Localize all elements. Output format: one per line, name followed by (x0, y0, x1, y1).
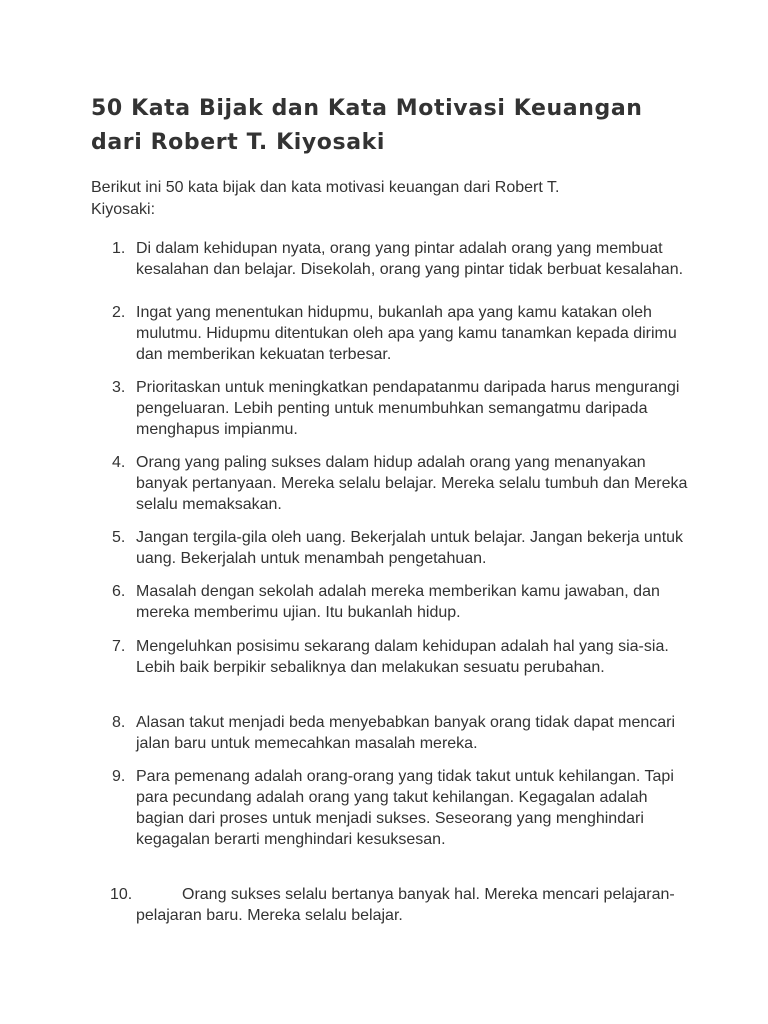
list-item-text: Alasan takut menjadi beda menyebabkan banyak orang tidak dapat mencari jalan baru untuk memecahkan masalah mereka. (136, 714, 676, 752)
list-item-number: 4. (112, 454, 126, 471)
list-item (112, 712, 692, 754)
list-item (112, 238, 692, 280)
intro-paragraph: Berikut ini 50 kata bijak dan kata motivasi keuangan dari Robert T. Kiyosaki: (91, 179, 560, 218)
list-item-number: 10. (110, 886, 133, 903)
document-title: 50 Kata Bijak dan Kata Motivasi Keuangan dari Robert T. Kiyosaki (91, 96, 643, 155)
list-item-text: Para pemenang adalah orang-orang yang tidak takut untuk kehilangan. Tapi para pecundang adalah orang yang takut kehilangan. Kegagalan adalah bagian dari proses untuk menjadi sukses. Seseorang yang menghindari kegagalan berarti menghindari kesuksesan. (136, 768, 674, 848)
list-item-number: 7. (112, 638, 126, 655)
list-item (112, 302, 692, 365)
list-item-text: Orang yang paling sukses dalam hidup adalah orang yang menanyakan banyak pertanyaan. Mereka selalu belajar. Mereka selalu tumbuh dan Mereka selalu memaksakan. (136, 454, 688, 513)
list-item (112, 581, 692, 623)
list-item-text: Mengeluhkan posisimu sekarang dalam kehidupan adalah hal yang sia-sia. Lebih baik berpikir sebaliknya dan melakukan sesuatu perubahan. (136, 638, 669, 676)
list-item-text: Masalah dengan sekolah adalah mereka memberikan kamu jawaban, dan mereka memberimu ujian. Itu bukanlah hidup. (136, 583, 660, 621)
list-item (112, 527, 692, 569)
list-item-number: 2. (112, 304, 126, 321)
list-item (112, 452, 692, 515)
list-item-number: 5. (112, 529, 126, 546)
list-item (112, 377, 692, 440)
list-item (112, 884, 692, 926)
list-item (112, 766, 692, 850)
list-item-number: 3. (112, 379, 126, 396)
list-item-number: 1. (112, 240, 126, 257)
list-item-text: Prioritaskan untuk meningkatkan pendapatanmu daripada harus mengurangi pengeluaran. Lebih penting untuk menumbuhkan semangatmu daripada menghapus impianmu. (136, 379, 680, 438)
list-item-text: Orang sukses selalu bertanya banyak hal. Mereka mencari pelajaran-pelajaran baru. Mereka selalu belajar. (136, 886, 675, 924)
list-item-number: 9. (112, 768, 126, 785)
list-item (112, 636, 692, 678)
list-item-text: Di dalam kehidupan nyata, orang yang pintar adalah orang yang membuat kesalahan dan belajar. Disekolah, orang yang pintar tidak berbuat kesalahan. (136, 240, 684, 278)
list-item-number: 8. (112, 714, 126, 731)
list-item-text: Ingat yang menentukan hidupmu, bukanlah apa yang kamu katakan oleh mulutmu. Hidupmu ditentukan oleh apa yang kamu tanamkan kepada dirimu dan memberikan kekuatan terbesar. (136, 304, 677, 363)
list-item-number: 6. (112, 583, 126, 600)
list-item-text: Jangan tergila-gila oleh uang. Bekerjalah untuk belajar. Jangan bekerja untuk uang. Bekerjalah untuk menambah pengetahuan. (136, 529, 684, 567)
